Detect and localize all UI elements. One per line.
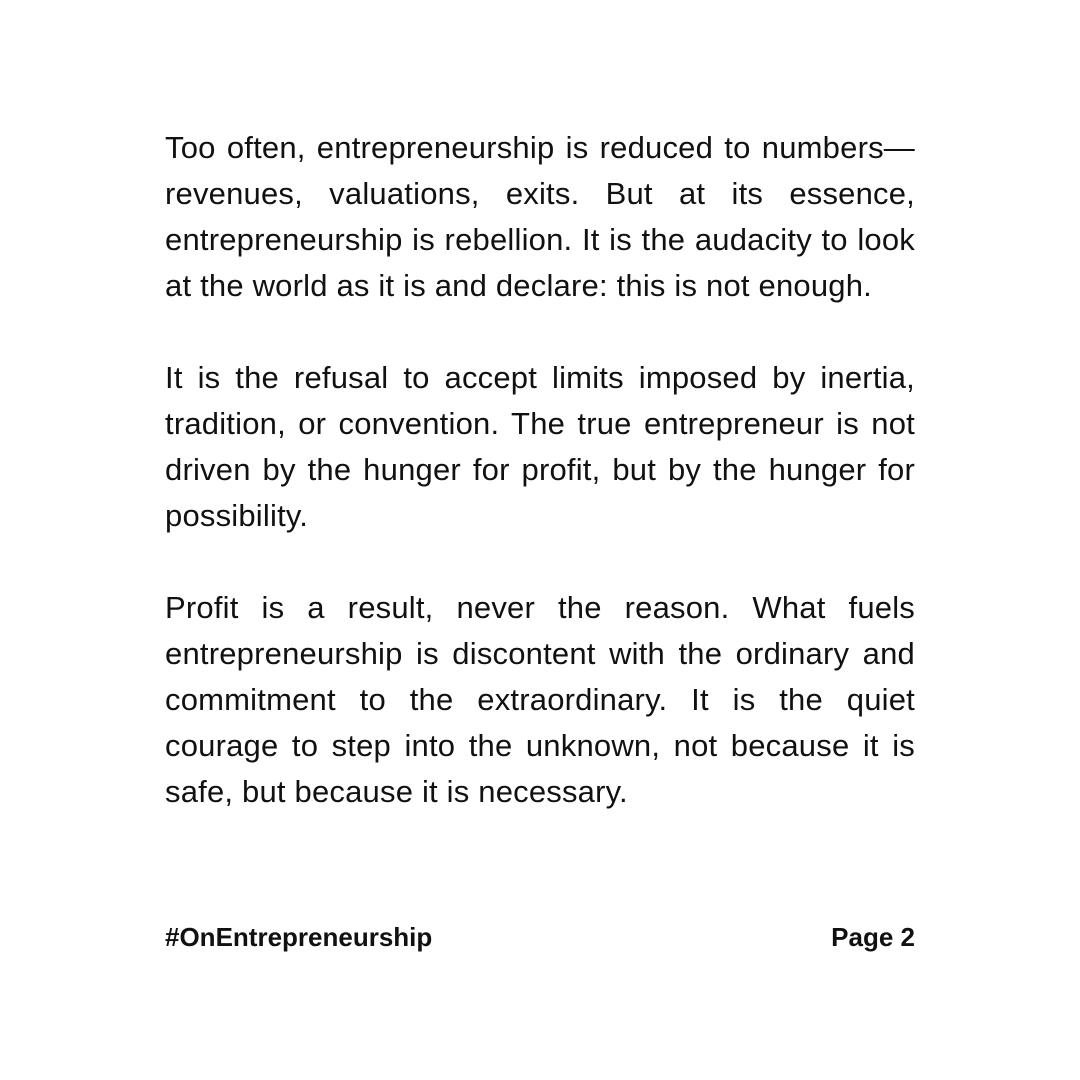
page-footer <box>165 920 915 954</box>
page-body <box>165 125 915 815</box>
paragraph-1: Too often, entrepreneurship is reduced to numbers—revenues, valuations, exits. But at its essence, entrepreneurship is rebellion. It is the audacity to look at the world as it is and declare: this is not enough. <box>165 130 915 303</box>
paragraph-3: Profit is a result, never the reason. What fuels entrepreneurship is discontent with the ordinary and commitment to the extraordinary. It is the quiet courage to step into the unknown, not because it is safe, but because it is necessary. <box>165 590 915 809</box>
paragraph-2: It is the refusal to accept limits imposed by inertia, tradition, or convention. The true entrepreneur is not driven by the hunger for profit, but by the hunger for possibility. <box>165 360 915 533</box>
page-number: Page 2 <box>831 922 915 952</box>
hashtag-label: #OnEntrepreneurship <box>165 922 433 952</box>
